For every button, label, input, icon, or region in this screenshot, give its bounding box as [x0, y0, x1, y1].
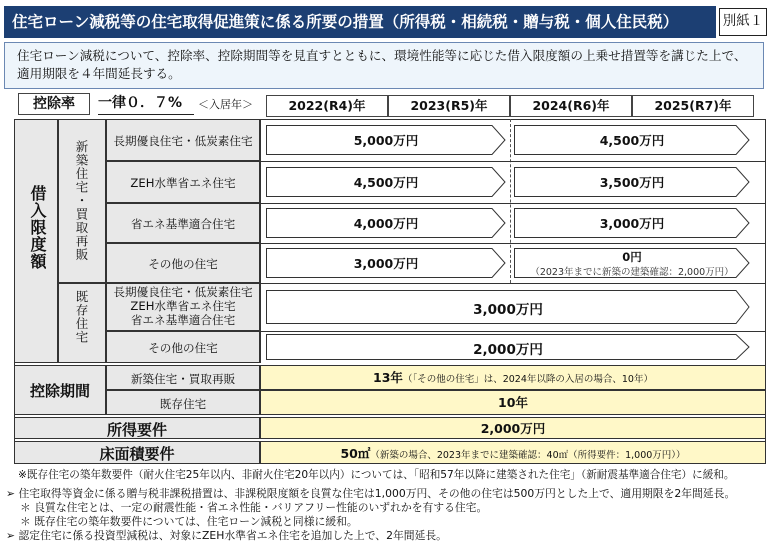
- bullet-1: [6, 486, 768, 501]
- period-existing-label: 既存住宅: [159, 397, 207, 411]
- year-header-2023: 2023(R5)年: [388, 95, 510, 117]
- annex-label: 別紙１: [719, 8, 767, 36]
- page-title: 住宅ローン減税等の住宅取得促進策に係る所要の措置（所得税・相続税・贈与税・個人住民税）: [4, 6, 716, 38]
- year-header-2022: 2022(R4)年: [266, 95, 388, 117]
- type-label-new-other: その他の住宅: [148, 257, 218, 271]
- limit-value: 4,000万円: [353, 216, 419, 231]
- limit-value: 3,000万円: [599, 216, 665, 231]
- limit-value: 4,500万円: [353, 175, 419, 190]
- income-label: 所得要件: [106, 421, 167, 439]
- bullet-marker: ＊: [20, 515, 31, 528]
- period-new-value-cell: [260, 365, 766, 390]
- limit-note: （2023年までに新築の建築確認：2,000万円）: [530, 267, 734, 278]
- type-label-new-energy: 省エネ基準適合住宅: [130, 217, 236, 231]
- rate-label: 控除率: [18, 93, 90, 115]
- rate-value: 一律０．７%: [98, 93, 194, 115]
- period-existing-value-cell: [260, 390, 766, 415]
- limit-value: 3,500万円: [599, 175, 665, 190]
- year-header-2025: 2025(R7)年: [632, 95, 754, 117]
- bullet-text: 良質な住宅とは、一定の耐震性能・省エネ性能・バリアフリー性能のいずれかを有する住宅。: [34, 501, 488, 514]
- type-label-exist-quality-1: 長期優良住宅・低炭素住宅: [113, 285, 253, 299]
- limit-value: 5,000万円: [353, 133, 419, 148]
- limit-arrow-new-2-second: [514, 167, 750, 197]
- borrowing-label: 借入限度額: [28, 185, 47, 270]
- summary-box: [4, 42, 764, 89]
- bullet-marker: ＊: [20, 501, 31, 514]
- limit-arrow-existing-2: [266, 334, 750, 360]
- limit-arrow-new-4-first: [266, 248, 506, 278]
- summary-line-2: 適用期限を４年間延長する。: [17, 66, 181, 81]
- summary-line-1: 住宅ローン減税について、控除率、控除期間等を見直すとともに、環境性能等に応じた借入限度額の上乗せ措置等を講じた上で、: [17, 48, 747, 63]
- type-label-exist-other: その他の住宅: [148, 341, 218, 355]
- floor-note: （新築の場合、2023年までに建築確認：40㎡（所得要件：1,000万円））: [370, 450, 686, 461]
- limit-arrow-new-3-second: [514, 208, 750, 238]
- bullet-text: 住宅取得等資金に係る贈与税非課税措置は、非課税限度額を良質な住宅は1,000万円、その他の住宅は500万円とした上で、適用期限を2年間延長。: [18, 487, 736, 500]
- value-grid: [260, 119, 766, 363]
- bullet-marker: ➢: [6, 529, 16, 542]
- footnote: ※既存住宅の築年数要件（耐火住宅25年以内、非耐火住宅20年以内）については、「昭和57年以降に建築された住宅」（新耐震基準適合住宅）に緩和。: [18, 469, 735, 481]
- bullet-3: [20, 514, 760, 529]
- period-label: 控除期間: [29, 382, 90, 400]
- limit-value: 3,000万円: [353, 256, 419, 271]
- type-label-new-long-term: 長期優良住宅・低炭素住宅: [113, 134, 253, 148]
- limit-arrow-new-1-first: [266, 125, 506, 155]
- floor-label: 床面積要件: [99, 445, 175, 463]
- year-divider: [510, 119, 511, 283]
- limit-value: 0円: [622, 250, 642, 264]
- existing-housing-label: 既存住宅: [74, 290, 89, 344]
- income-value-cell: [260, 417, 766, 439]
- limit-arrow-existing-1: [266, 290, 750, 324]
- row-divider: [260, 203, 766, 204]
- limit-arrow-new-4-second: [514, 248, 750, 278]
- move-in-label: ＜入居年＞: [198, 98, 253, 111]
- type-label-exist-quality-2: ZEH水準省エネ住宅: [130, 299, 236, 313]
- period-new-value: 13年: [373, 370, 403, 385]
- bullet-text: 認定住宅に係る投資型減税は、対象にZEH水準省エネ住宅を追加した上で、2年間延長。: [18, 529, 447, 542]
- type-label-exist-quality-3: 省エネ基準適合住宅: [130, 313, 236, 327]
- bullet-4: [6, 528, 768, 543]
- income-value: 2,000万円: [480, 421, 546, 436]
- period-existing-value: 10年: [498, 395, 528, 410]
- row-divider: [260, 243, 766, 244]
- limit-arrow-new-1-second: [514, 125, 750, 155]
- period-new-note: （「その他の住宅」は、2024年以降の入居の場合、10年）: [402, 374, 653, 385]
- year-header-2024: 2024(R6)年: [510, 95, 632, 117]
- bullet-text: 既存住宅の築年数要件については、住宅ローン減税と同様に緩和。: [34, 515, 358, 528]
- bullet-marker: ➢: [6, 487, 16, 500]
- floor-value: 50㎡: [340, 446, 371, 461]
- period-new-label: 新築住宅・買取再販: [130, 372, 236, 386]
- limit-arrow-new-3-first: [266, 208, 506, 238]
- limit-value: 3,000万円: [473, 302, 543, 318]
- new-housing-label: 新築住宅・買取再販: [74, 140, 89, 262]
- type-label-new-zeh: ZEH水準省エネ住宅: [130, 176, 236, 190]
- row-divider: [260, 161, 766, 162]
- bullet-2: [20, 500, 760, 515]
- limit-value: 2,000万円: [473, 342, 543, 358]
- row-divider: [260, 331, 766, 332]
- floor-value-cell: [260, 441, 766, 464]
- limit-arrow-new-2-first: [266, 167, 506, 197]
- row-divider: [260, 283, 766, 284]
- limit-value: 4,500万円: [599, 133, 665, 148]
